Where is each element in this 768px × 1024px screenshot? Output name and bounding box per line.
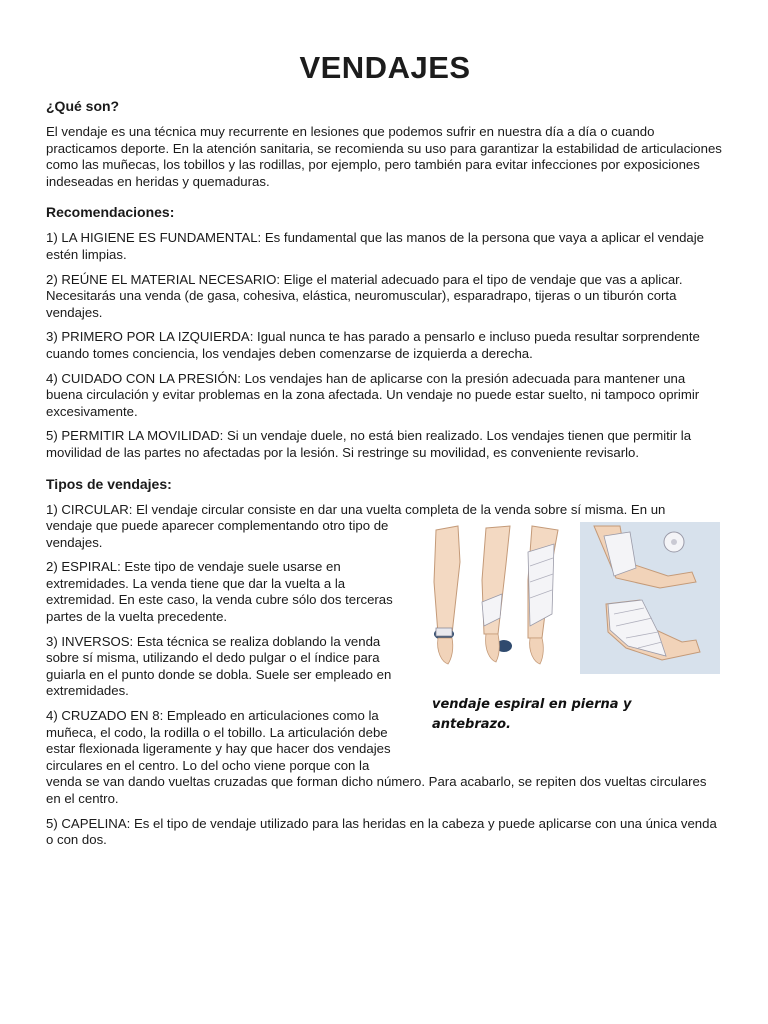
- types-section: [46, 502, 724, 849]
- figure-caption-line1: vendaje espiral en pierna y: [432, 696, 632, 712]
- heading-types: Tipos de vendajes:: [46, 475, 172, 492]
- document-title: VENDAJES: [299, 50, 471, 85]
- type-circular-line2: vendaje que puede aparecer complementando otro tipo de vendajes.: [46, 518, 389, 550]
- document-page: [46, 0, 724, 857]
- type-inversos: 3) INVERSOS: Esta técnica se realiza doblando la venda sobre sí misma, utilizando el dedo pulgar o el índice para guiarla en el punto donde se dobla. Suele ser empleado en extremidades.: [46, 633, 392, 699]
- bandage-illustration: [430, 522, 720, 674]
- heading-what: ¿Qué son?: [46, 98, 120, 114]
- recommendation-3: 3) PRIMERO POR LA IZQUIERDA: Igual nunca te has parado a pensarlo e incluso pueda resultar sorprendente cuando tomes conciencia, los vendajes deben comenzarse de izquierda a derecha.: [46, 329, 700, 361]
- type-circular-line1: 1) CIRCULAR: El vendaje circular consiste en dar una vuelta completa de la venda sobre sí misma. En un: [46, 501, 666, 517]
- recommendation-1: 1) LA HIGIENE ES FUNDAMENTAL: Es fundamental que las manos de la persona que vaya a aplicar el vendaje estén limpias.: [46, 230, 704, 262]
- bandage-figure: [430, 522, 730, 742]
- recommendation-5: 5) PERMITIR LA MOVILIDAD: Si un vendaje duele, no está bien realizado. Los vendajes tienen que permitir la movilidad de las partes no afectadas por la lesión. Si restringe su movilidad, es conveniente revisarlo.: [46, 428, 692, 460]
- heading-recommendations: Recomendaciones:: [46, 204, 175, 221]
- recommendation-2: 2) REÚNE EL MATERIAL NECESARIO: Elige el material adecuado para el tipo de vendaje que vas a aplicar. Necesitarás una venda (de gasa, cohesiva, elástica, neuromuscular), esparadrapo, tijeras o un tiburón corta vendajes.: [46, 271, 683, 320]
- type-cruzado-part2: venda se van dando vueltas cruzadas que forman dicho número. Para acabarlo, se repiten dos vueltas circulares en el centro.: [46, 774, 707, 806]
- type-espiral: 2) ESPIRAL: Este tipo de vendaje suele usarse en extremidades. La venda tiene que dar la vuelta a la extremidad. En este caso, la venda cubre sólo dos terceras partes de la vuelta precedente.: [46, 559, 393, 625]
- type-cruzado-part1: 4) CRUZADO EN 8: Empleado en articulaciones como la muñeca, el codo, la rodilla o el tobillo. La articulación debe estar flexionada ligeramente y hay que hacer dos vendajes circulares en el centro. Lo del ocho viene porque con la: [46, 708, 391, 773]
- paragraph-what: El vendaje es una técnica muy recurrente en lesiones que podemos sufrir en nuestra día a día o cuando practicamos deporte. En la atención sanitaria, se recomienda su uso para garantizar la estabilidad de articulaciones como las muñecas, los tobillos y las rodillas, por ejemplo, pero también para evitar infecciones por exposiciones indeseadas en heridas y quemaduras.: [46, 124, 722, 189]
- figure-caption-line2: antebrazo.: [432, 716, 511, 732]
- recommendation-4: 4) CUIDADO CON LA PRESIÓN: Los vendajes han de aplicarse con la presión adecuada para mantener una buena circulación y evitar problemas en la zona afectada. Un vendaje no puede estar suelto, ni tampoco oprimir excesivamente.: [46, 370, 700, 419]
- figure-caption: [432, 695, 730, 735]
- type-capelina: 5) CAPELINA: Es el tipo de vendaje utilizado para las heridas en la cabeza y puede aplicarse con una única venda o con dos.: [46, 815, 717, 848]
